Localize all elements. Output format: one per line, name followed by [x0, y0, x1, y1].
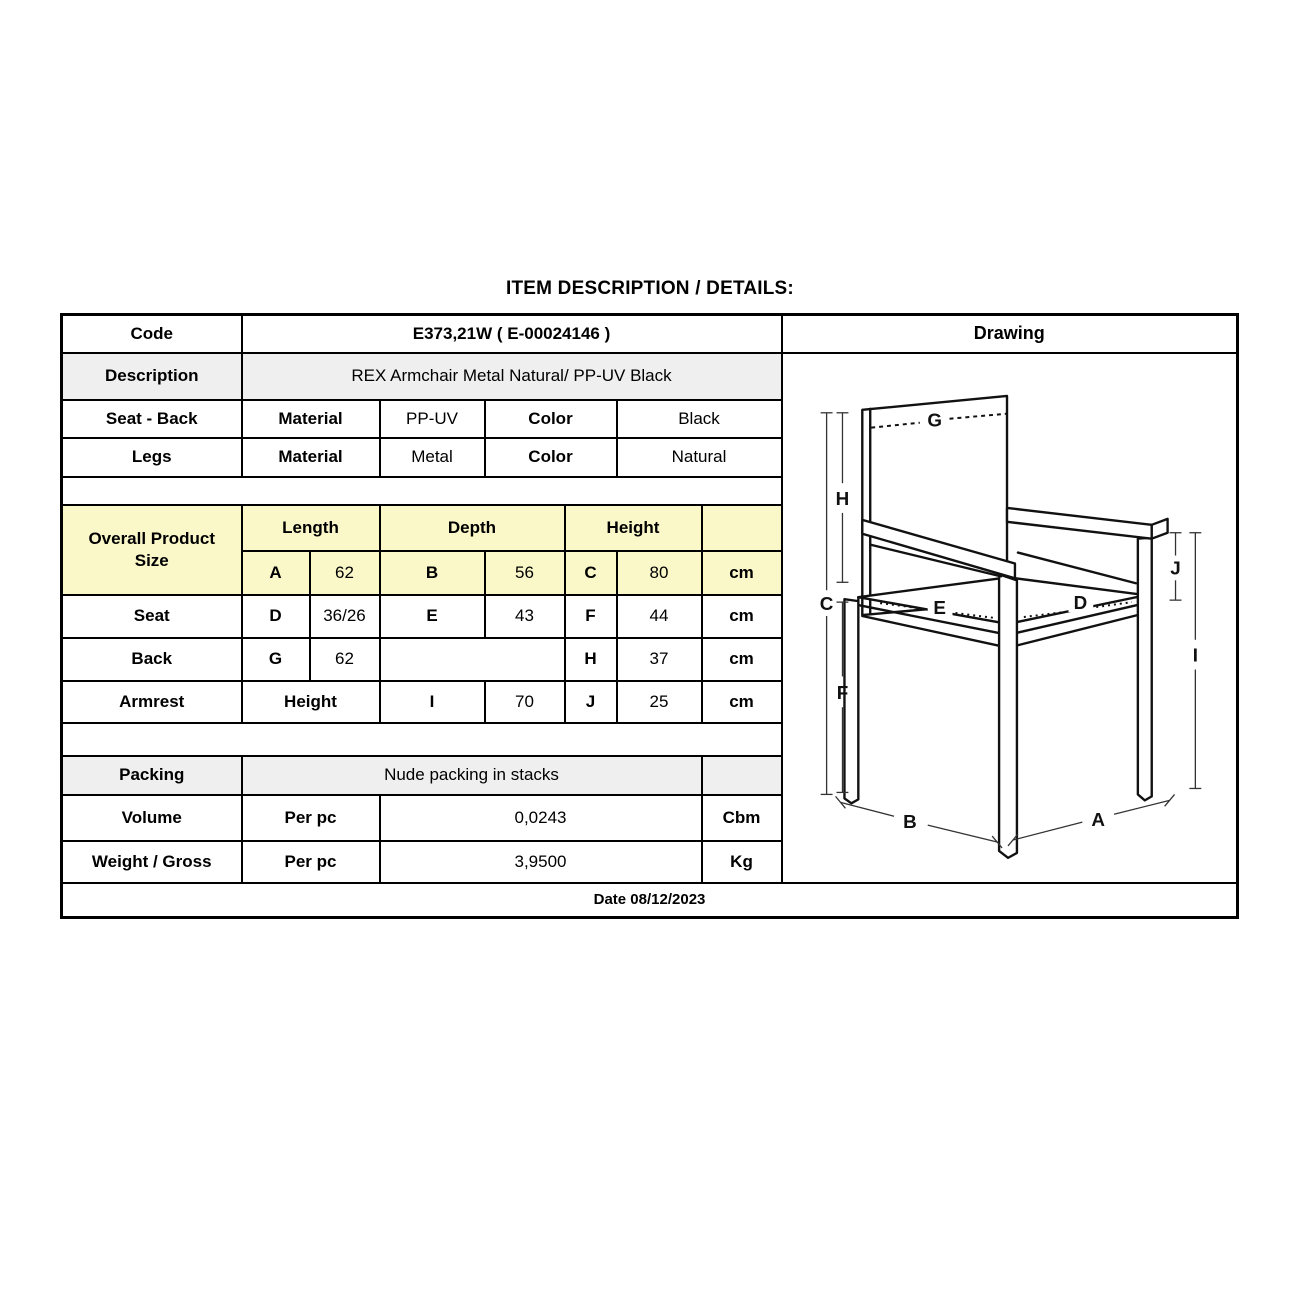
- back-label: Back: [62, 638, 242, 681]
- drawing-cell: [782, 353, 1238, 883]
- dim-label-b: B: [903, 810, 917, 832]
- dim-label-i: I: [1192, 644, 1199, 666]
- description-row: [62, 353, 1238, 400]
- drawing-header: Drawing: [782, 315, 1238, 353]
- seat-e-value: 43: [485, 595, 565, 638]
- overall-b-value: 56: [485, 551, 565, 595]
- dim-label-j: J: [1170, 556, 1182, 578]
- seat-label: Seat: [62, 595, 242, 638]
- back-unit: cm: [702, 638, 782, 681]
- date-value: Date 08/12/2023: [62, 883, 1238, 918]
- chair-right-leg: [1138, 537, 1152, 800]
- page-title: ITEM DESCRIPTION / DETAILS:: [506, 278, 794, 299]
- overall-unit: cm: [702, 551, 782, 595]
- code-value: E373,21W ( E-00024146 ): [242, 315, 782, 353]
- chair-front-leg: [999, 574, 1017, 857]
- seat-f-key: F: [565, 595, 617, 638]
- dim-label-e: E: [933, 596, 947, 618]
- weight-unit: Kg: [702, 841, 782, 883]
- seat-unit: cm: [702, 595, 782, 638]
- weight-per: Per pc: [242, 841, 380, 883]
- depth-header: Depth: [380, 505, 565, 551]
- dim-label-d: D: [1073, 591, 1088, 613]
- legs-color-value: Natural: [617, 438, 782, 477]
- armrest-sub-label: Height: [242, 681, 380, 723]
- height-header: Height: [565, 505, 702, 551]
- dim-label-g: G: [927, 409, 943, 431]
- legs-material-label: Material: [242, 438, 380, 477]
- weight-value: 3,9500: [380, 841, 702, 883]
- armrest-i-key: I: [380, 681, 485, 723]
- seat-back-material-label: Material: [242, 400, 380, 438]
- overall-a-key: A: [242, 551, 310, 595]
- seat-d-value: 36/26: [310, 595, 380, 638]
- volume-label: Volume: [62, 795, 242, 841]
- volume-unit: Cbm: [702, 795, 782, 841]
- spec-table: [60, 313, 1239, 919]
- packing-value: Nude packing in stacks: [242, 756, 702, 795]
- description-label: Description: [62, 353, 242, 400]
- dim-label-a: A: [1091, 808, 1106, 830]
- packing-label: Packing: [62, 756, 242, 795]
- back-h-value: 37: [617, 638, 702, 681]
- overall-b-key: B: [380, 551, 485, 595]
- seat-back-color-value: Black: [617, 400, 782, 438]
- volume-value: 0,0243: [380, 795, 702, 841]
- seat-f-value: 44: [617, 595, 702, 638]
- armrest-label: Armrest: [62, 681, 242, 723]
- date-row: [62, 883, 1238, 918]
- dim-label-f: F: [836, 681, 849, 703]
- legs-label: Legs: [62, 438, 242, 477]
- seat-back-material-value: PP-UV: [380, 400, 485, 438]
- legs-color-label: Color: [485, 438, 617, 477]
- length-header: Length: [242, 505, 380, 551]
- code-row: [62, 315, 1238, 353]
- back-h-key: H: [565, 638, 617, 681]
- volume-per: Per pc: [242, 795, 380, 841]
- armchair-drawing: [783, 354, 1235, 877]
- seat-e-key: E: [380, 595, 485, 638]
- chair-right-armrest: [1007, 507, 1152, 538]
- armrest-i-value: 70: [485, 681, 565, 723]
- back-g-value: 62: [310, 638, 380, 681]
- legs-material-value: Metal: [380, 438, 485, 477]
- armrest-j-value: 25: [617, 681, 702, 723]
- overall-c-key: C: [565, 551, 617, 595]
- overall-a-value: 62: [310, 551, 380, 595]
- armrest-unit: cm: [702, 681, 782, 723]
- armrest-j-key: J: [565, 681, 617, 723]
- dim-label-c: C: [820, 592, 834, 614]
- back-g-key: G: [242, 638, 310, 681]
- dim-label-h: H: [835, 487, 850, 509]
- overall-c-value: 80: [617, 551, 702, 595]
- seat-back-label: Seat - Back: [62, 400, 242, 438]
- weight-label: Weight / Gross: [62, 841, 242, 883]
- code-label: Code: [62, 315, 242, 353]
- seat-back-color-label: Color: [485, 400, 617, 438]
- description-value: REX Armchair Metal Natural/ PP-UV Black: [242, 353, 782, 400]
- overall-size-label: Overall Product Size: [62, 505, 242, 595]
- seat-d-key: D: [242, 595, 310, 638]
